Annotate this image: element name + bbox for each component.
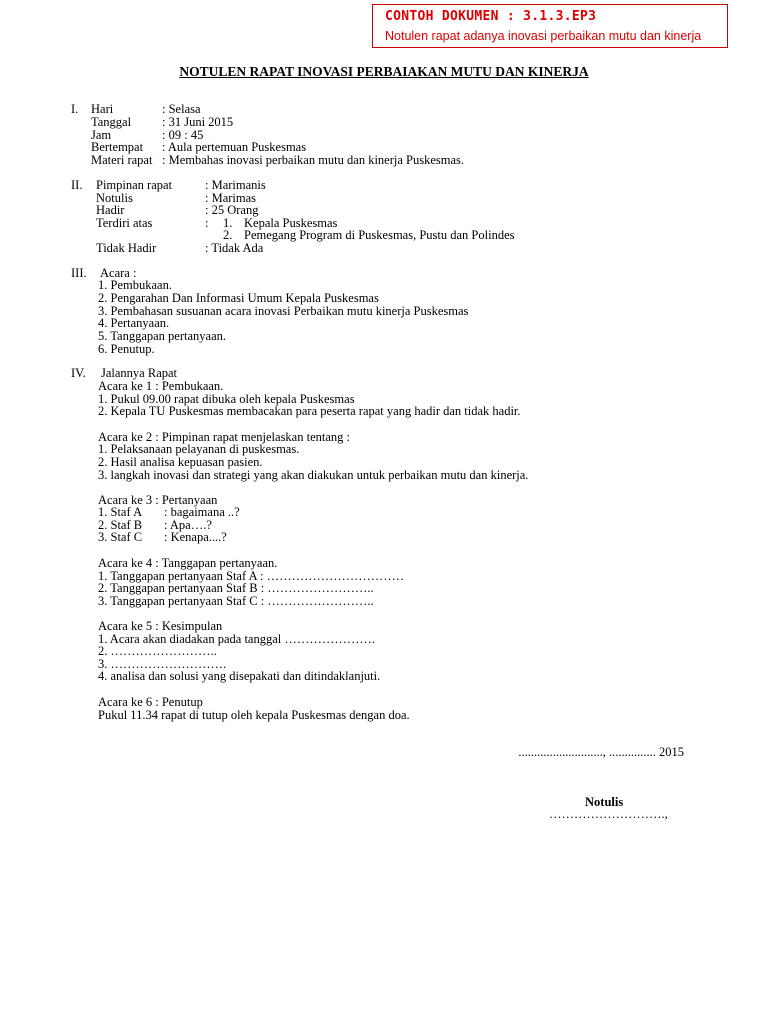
field-label: Tidak Hadir — [96, 241, 157, 255]
signature-date-line: ..........................., ............... 2015 — [518, 745, 684, 759]
section-2-number: II. — [71, 178, 83, 192]
list-item: 2. Hasil analisa kepuasan pasien. — [98, 455, 263, 469]
question-label: 2. Staf B — [98, 518, 143, 532]
list-item: 6. Penutup. — [98, 342, 155, 356]
field-value: : Membahas inovasi perbaikan mutu dan kinerja Puskesmas. — [162, 153, 465, 167]
field-value: : 31 Juni 2015 — [162, 115, 234, 129]
field-label: Hadir — [96, 203, 125, 217]
field-value: : 25 Orang — [205, 203, 259, 217]
list-item: 1. Pembukaan. — [98, 278, 172, 292]
document-code-description: Notulen rapat adanya inovasi perbaikan mutu dan kinerja — [385, 29, 702, 43]
list-item: Kepala Puskesmas — [244, 216, 338, 230]
list-item: 4. analisa dan solusi yang disepakati dan ditindaklanjuti. — [98, 669, 381, 683]
section-heading: Jalannya Rapat — [101, 366, 178, 380]
signature-name-line: ………………………., — [549, 807, 668, 821]
field-value: : Marimanis — [205, 178, 266, 192]
question-text: : Kenapa....? — [164, 530, 227, 544]
field-value: : 09 : 45 — [162, 128, 204, 142]
field-label: Pimpinan rapat — [96, 178, 173, 192]
list-item: 3. ………………………. — [98, 657, 227, 671]
list-item: 2. Tanggapan pertanyaan Staf B : …………………….. — [98, 581, 374, 595]
section-3-number: III. — [71, 266, 87, 280]
list-item: 3. Tanggapan pertanyaan Staf C : …………………….. — [98, 594, 374, 608]
list-item: 1. Acara akan diadakan pada tanggal …………………. — [98, 632, 375, 646]
page-title: NOTULEN RAPAT INOVASI PERBAIAKAN MUTU DAN KINERJA — [179, 64, 589, 79]
acara-heading: Acara ke 6 : Penutup — [98, 695, 203, 709]
list-item: Pukul 11.34 rapat di tutup oleh kepala Puskesmas dengan doa. — [98, 708, 410, 722]
field-label: Terdiri atas — [96, 216, 153, 230]
question-text: : Apa….? — [164, 518, 212, 532]
section-4-number: IV. — [71, 366, 86, 380]
list-item: 3. Pembahasan susuanan acara inovasi Perbaikan mutu kinerja Puskesmas — [98, 304, 469, 318]
acara-heading: Acara ke 2 : Pimpinan rapat menjelaskan tentang : — [98, 430, 350, 444]
list-item: 4. Pertanyaan. — [98, 316, 170, 330]
acara-heading: Acara ke 5 : Kesimpulan — [98, 619, 223, 633]
list-item-number: 2. — [223, 228, 233, 242]
field-label: Materi rapat — [91, 153, 153, 167]
list-item: 1. Pelaksanaan pelayanan di puskesmas. — [98, 442, 300, 456]
list-item: 5. Tanggapan pertanyaan. — [98, 329, 227, 343]
field-label: Notulis — [96, 191, 133, 205]
acara-heading: Acara ke 1 : Pembukaan. — [98, 379, 224, 393]
list-item: 3. langkah inovasi dan strategi yang akan diakukan untuk perbaikan mutu dan kinerja. — [98, 468, 529, 482]
question-label: 1. Staf A — [98, 505, 143, 519]
question-label: 3. Staf C — [98, 530, 143, 544]
list-item: 1. Tanggapan pertanyaan Staf A : …………………………… — [98, 569, 405, 583]
field-label: Tanggal — [91, 115, 132, 129]
list-item: 2. …………………….. — [98, 644, 217, 658]
list-item-number: 1. — [223, 216, 233, 230]
signature-role: Notulis — [585, 795, 624, 809]
acara-heading: Acara ke 3 : Pertanyaan — [98, 493, 218, 507]
field-label: Bertempat — [91, 140, 144, 154]
list-item: 2. Pengarahan Dan Informasi Umum Kepala Puskesmas — [98, 291, 379, 305]
section-heading: Acara : — [100, 266, 137, 280]
document-code: CONTOH DOKUMEN : 3.1.3.EP3 — [385, 9, 597, 24]
field-value: : Selasa — [162, 102, 201, 116]
list-item: Pemegang Program di Puskesmas, Pustu dan Polindes — [244, 228, 515, 242]
question-text: : bagaimana ..? — [164, 505, 240, 519]
field-value: : Tidak Ada — [205, 241, 264, 255]
section-1-number: I. — [71, 102, 79, 116]
field-value: : Marimas — [205, 191, 257, 205]
list-item: 1. Pukul 09.00 rapat dibuka oleh kepala Puskesmas — [98, 392, 355, 406]
list-item: 2. Kepala TU Puskesmas membacakan para peserta rapat yang hadir dan tidak hadir. — [98, 404, 521, 418]
field-value: : — [205, 216, 209, 230]
field-value: : Aula pertemuan Puskesmas — [162, 140, 307, 154]
field-label: Hari — [91, 102, 114, 116]
field-label: Jam — [91, 128, 112, 142]
acara-heading: Acara ke 4 : Tanggapan pertanyaan. — [98, 556, 278, 570]
